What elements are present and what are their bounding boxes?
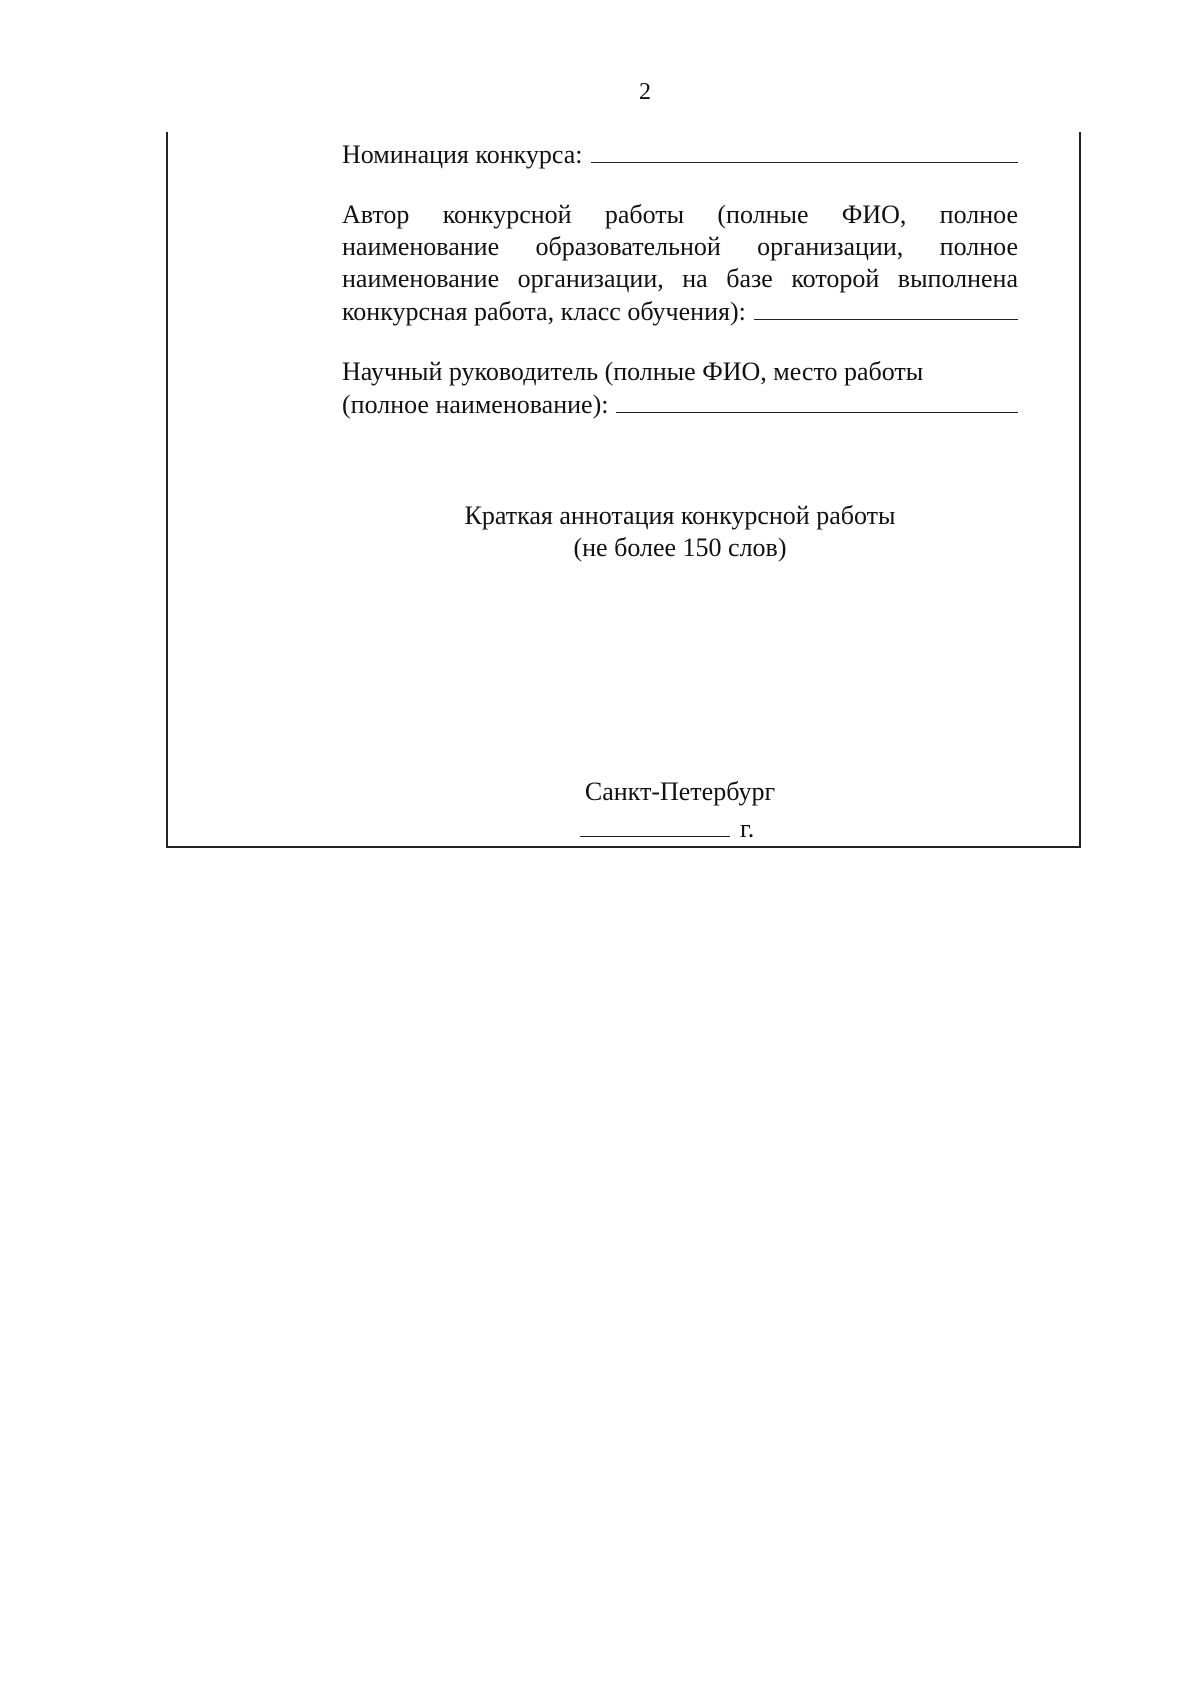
supervisor-last-line: (полное наименование):	[342, 390, 609, 419]
author-line-2: наименование образовательной организации, полное	[342, 232, 1018, 261]
nomination-label: Номинация конкурса:	[342, 140, 583, 169]
supervisor-line: Научный руководитель (полные ФИО, место работы	[342, 357, 924, 386]
nomination-blank[interactable]	[591, 138, 1019, 163]
supervisor-blank[interactable]	[616, 388, 1018, 413]
author-block	[342, 199, 1018, 328]
nomination-block	[342, 138, 1018, 171]
year-suffix: г.	[740, 814, 755, 843]
city-label: Санкт-Петербург	[584, 777, 776, 806]
author-last-line: конкурсная работа, класс обучения):	[342, 297, 746, 326]
author-line-3: наименование организации, на базе которой выполнена	[342, 264, 1018, 293]
author-blank[interactable]	[754, 295, 1018, 320]
year-field	[580, 812, 754, 845]
annotation-subtitle: (не более 150 слов)	[573, 533, 787, 562]
supervisor-block	[342, 356, 1018, 421]
form-content	[342, 138, 1018, 443]
author-field	[342, 295, 1018, 328]
nomination-field	[342, 138, 1018, 171]
author-line-1: Автор конкурсной работы (полные ФИО, полное	[342, 200, 1018, 229]
annotation-title: Краткая аннотация конкурсной работы	[464, 501, 896, 530]
annotation-heading	[342, 500, 1018, 564]
page-number: 2	[639, 79, 651, 105]
year-blank[interactable]	[580, 812, 730, 837]
supervisor-field	[342, 388, 1018, 421]
